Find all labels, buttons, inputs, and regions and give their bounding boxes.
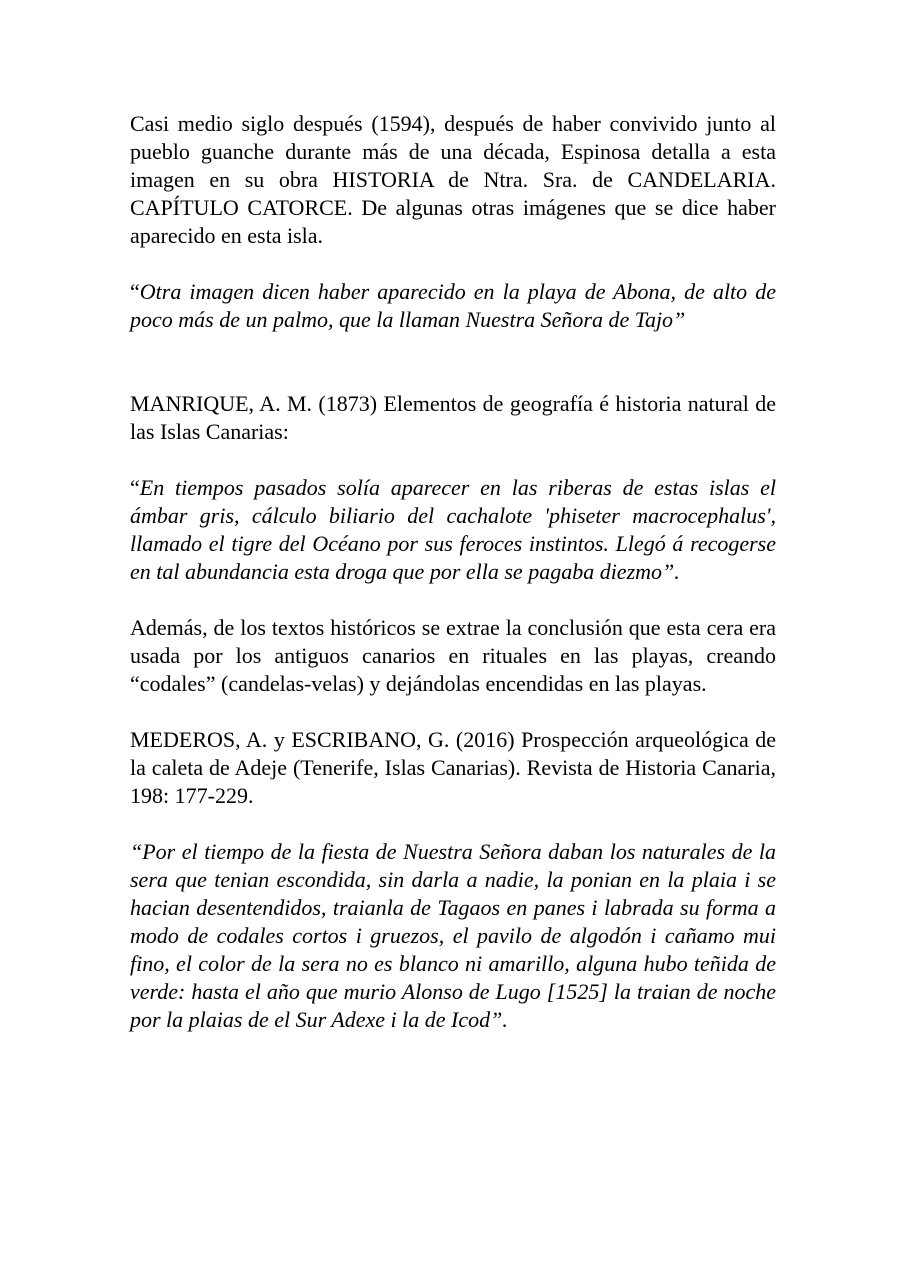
reference-manrique: MANRIQUE, A. M. (1873) Elementos de geografía é historia natural de las Islas Canarias:	[130, 391, 776, 444]
quote-open-mark: “	[130, 475, 140, 500]
document-page	[130, 110, 776, 1062]
quote-open-mark: “	[130, 279, 140, 304]
quote-abona-text: Otra imagen dicen haber aparecido en la playa de Abona, de alto de poco más de un palmo, que la llaman Nuestra Señora de Tajo”	[130, 279, 776, 332]
quote-sera: “Por el tiempo de la fiesta de Nuestra Señora daban los naturales de la sera que tenian escondida, sin darla a nadie, la ponian en la plaia i se hacian desentendidos, traianla de Tagaos en panes i labrada su forma a modo de codales cortos i gruezos, el pavilo de algodón i cañamo mui fino, el color de la sera no es blanco ni amarillo, alguna hubo teñida de verde: hasta el año que murio Alonso de Lugo [1525] la traian de noche por la plaias de el Sur Adexe i la de Icod”.	[130, 839, 776, 1032]
paragraph-espinosa: Casi medio siglo después (1594), después de haber convivido junto al pueblo guanche durante más de una década, Espinosa detalla a esta imagen en su obra HISTORIA de Ntra. Sra. de CANDELARIA. CAPÍTULO CATORCE. De algunas otras imágenes que se dice haber aparecido en esta isla.	[130, 111, 776, 248]
quote-ambar-text: En tiempos pasados solía aparecer en las riberas de estas islas el ámbar gris, cálculo biliario del cachalote 'phiseter macrocephalus', llamado el tigre del Océano por sus feroces instintos. Llegó á recogerse en tal abundancia esta droga que por ella se pagaba diezmo”.	[130, 475, 776, 584]
quote-abona	[130, 278, 776, 334]
blank-line	[130, 362, 776, 390]
quote-ambar	[130, 474, 776, 586]
reference-mederos: MEDEROS, A. y ESCRIBANO, G. (2016) Prospección arqueológica de la caleta de Adeje (Tenerife, Islas Canarias). Revista de Historia Canaria, 198: 177-229.	[130, 727, 776, 808]
paragraph-codales: Además, de los textos históricos se extrae la conclusión que esta cera era usada por los antiguos canarios en rituales en las playas, creando “codales” (candelas-velas) y dejándolas encendidas en las playas.	[130, 615, 776, 696]
